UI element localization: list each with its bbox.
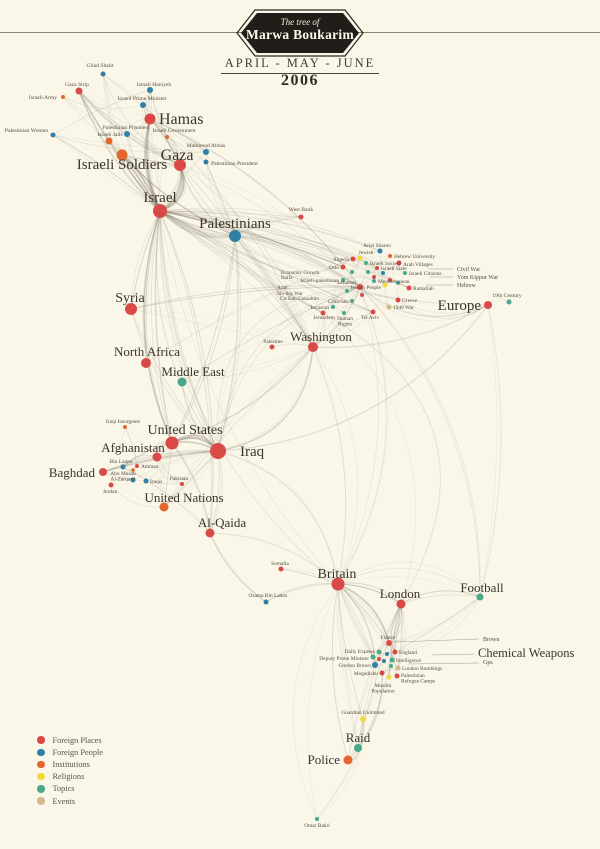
label-jewish: Jewish (358, 250, 374, 256)
label-bin_laden: Bin Laden (109, 459, 133, 465)
label-pakistan: Pakistan (169, 476, 189, 482)
cluster-label-4: Civilian Casualties (280, 296, 320, 302)
label-mahmoud_abbas: Mahmoud Abbas (186, 143, 226, 149)
cluster-label-0: Economic Growth (281, 270, 320, 276)
node-oslo[interactable] (341, 265, 346, 270)
label-england: England (399, 650, 417, 656)
node-iraqis[interactable] (144, 479, 149, 484)
label-palestinians: Palestinians (199, 216, 271, 232)
label-israeli_state: Israeli State (381, 266, 407, 272)
label-lebanon: Lebanon (337, 280, 356, 286)
node-invasion[interactable] (331, 305, 335, 309)
annotation-label-2: Hebrew (457, 283, 476, 289)
label-palestinian_president: Palestinian President (211, 161, 258, 167)
label-west_bank: West Bank (288, 207, 314, 213)
label-north_africa: North Africa (113, 344, 181, 359)
label-daily_express: Daily Express (344, 649, 375, 655)
label-middle_east: Middle East (161, 364, 225, 379)
node-osama_bin_laden[interactable] (264, 600, 269, 605)
node-guardian_unlimited[interactable] (360, 716, 366, 722)
label-gaza: Gaza (160, 147, 194, 164)
node-daily_express[interactable] (377, 650, 382, 655)
legend-item-religions (37, 771, 103, 783)
label-mediterranean: Mediterranean (378, 279, 410, 285)
label-omar_bakri: Omar Bakri (304, 823, 330, 829)
node-europe[interactable] (484, 301, 492, 309)
label-europe: Europe (437, 298, 481, 314)
legend-label: Events (52, 796, 76, 806)
label-afghanistan: Afghanistan (101, 440, 165, 455)
badge-kicker: The tree of (280, 17, 320, 27)
label-baghdad: Baghdad (48, 465, 95, 480)
label-britain: Britain (317, 567, 357, 582)
label-ismail_haniyeh: Ismail Haniyeh (136, 82, 172, 88)
label-jordan: Jordan (102, 489, 118, 495)
label-greece: Greece (402, 298, 418, 304)
label-jewish_people: Jewish People (350, 285, 381, 291)
label-tel_aviv: Tel Aviv (360, 315, 380, 321)
annotation-label-0: Civil War (457, 267, 481, 273)
label-amman: Amman (141, 464, 159, 470)
foreign-places-dot-icon (37, 736, 45, 744)
title-badge (236, 9, 364, 57)
label-deputy_pm: Deputy Prime Minister (319, 656, 369, 662)
label-football: Football (460, 580, 504, 595)
label-france: France (380, 635, 396, 641)
label-jerusalem: Jerusalem (313, 315, 335, 321)
label-refugee_camps: Palestinian Refugee Camps (401, 673, 436, 685)
annotation-label-5: Gps (483, 660, 493, 666)
label-syria: Syria (115, 291, 145, 306)
node-england[interactable] (393, 650, 398, 655)
label-israeli_pm: Israeli Prime Minister (117, 96, 167, 102)
node-jewish[interactable] (358, 256, 363, 261)
label-iraqi_insurgents: Iraqi Insurgents (106, 419, 140, 425)
annotation-label-4: Chemical Weapons (478, 646, 575, 660)
topics-dot-icon (37, 785, 45, 793)
node-criticism[interactable] (350, 299, 354, 303)
node-united_states[interactable] (166, 437, 179, 450)
legend-label: Foreign People (52, 747, 103, 757)
node-pakistan[interactable] (180, 482, 184, 486)
legend (37, 734, 103, 807)
node-ramallah[interactable] (407, 286, 412, 291)
node-somalia[interactable] (279, 567, 284, 572)
node-amman[interactable] (135, 464, 139, 468)
annotation-label-1: Yom Kippur War (457, 275, 499, 281)
label-mogadishu: Mogadishu (353, 671, 378, 677)
node-algeria[interactable] (351, 257, 356, 262)
label-abu_musab: Abu Musab Al-Zarqawi (110, 471, 136, 483)
religions-dot-icon (37, 773, 45, 781)
label-algeria: Algeria (332, 257, 349, 263)
label-palestine: Palestine (263, 339, 283, 345)
label-hebrew_university: Hebrew University (394, 254, 436, 260)
node-hamas[interactable] (145, 114, 156, 125)
node-israeli_society[interactable] (364, 261, 368, 265)
legend-label: Foreign Places (52, 735, 102, 745)
events-dot-icon (37, 797, 45, 805)
node-london_bombings[interactable] (396, 666, 401, 671)
node-raid[interactable] (354, 744, 362, 752)
label-war_1948: 1948 War (393, 305, 414, 311)
legend-label: Topics (52, 784, 75, 794)
node-labels (5, 63, 575, 829)
node-palestine[interactable] (270, 345, 275, 350)
node-palestinian_prisoners[interactable] (124, 131, 130, 137)
node-hebrew_university[interactable] (388, 254, 392, 258)
node-ariel_sharon[interactable] (378, 249, 383, 254)
label-palestinian_prisoners: Palestinian Prisoners (102, 125, 150, 131)
node-bin_laden[interactable] (121, 465, 126, 470)
label-police: Police (307, 752, 340, 767)
label-gilad_shalit: Gilad Shalit (86, 63, 114, 69)
legend-label: Institutions (52, 759, 90, 769)
legend-item-institutions (37, 758, 103, 770)
label-washington: Washington (290, 329, 352, 344)
node-israeli_army[interactable] (61, 95, 65, 99)
node-palestinian_women[interactable] (51, 133, 56, 138)
label-israeli_army: Israeli Army (28, 95, 57, 101)
label-israeli_citizens: Israeli Citizens (409, 271, 442, 277)
label-united_states: United States (147, 423, 223, 438)
node-west_bank[interactable] (299, 215, 304, 220)
label-israel: Israel (143, 190, 177, 206)
node-gordon_brown[interactable] (372, 662, 378, 668)
node-nineteenth_century[interactable] (507, 300, 512, 305)
label-al_qaida: Al-Qaida (197, 515, 247, 530)
node-mahmoud_abbas[interactable] (203, 149, 209, 155)
label-raid: Raid (345, 730, 371, 745)
label-united_nations: United Nations (144, 490, 224, 505)
cluster-label-2: Arab (277, 285, 288, 291)
period-label: APRIL - MAY - JUNE (221, 56, 380, 74)
label-somalia: Somalia (271, 561, 289, 567)
label-israeli_soldiers: Israeli Soldiers (76, 157, 168, 173)
node-baghdad[interactable] (99, 468, 107, 476)
foreign-people-dot-icon (37, 749, 45, 757)
label-ariel_sharon: Ariel Sharon (363, 243, 391, 249)
label-interpalestinian: Israeli-palestinian (300, 278, 339, 284)
label-london_bombings: London Bombings (402, 666, 443, 672)
legend-item-topics (37, 783, 103, 795)
node-mediterranean[interactable] (372, 279, 376, 283)
legend-item-foreign-places (37, 734, 103, 746)
node-intelligence[interactable] (390, 658, 395, 663)
label-invasion: Invasion (310, 305, 329, 311)
node-israel[interactable] (153, 204, 167, 218)
node-muslim_population[interactable] (387, 675, 392, 680)
node-refugee_camps[interactable] (395, 674, 400, 679)
label-human_rights: Human Rights (337, 316, 353, 328)
label-intelligence: Intelligence (396, 658, 422, 664)
node-jordan[interactable] (109, 483, 114, 488)
label-ramallah: Ramallah (413, 286, 434, 292)
node-palestinian_president[interactable] (204, 160, 209, 165)
label-israeli_jails: Israeli Jails (97, 132, 123, 138)
annotation-label-3: Brown (483, 637, 500, 643)
node-police[interactable] (344, 756, 353, 765)
node-mogadishu[interactable] (380, 671, 385, 676)
label-iraqis: Iraqis (150, 479, 163, 485)
legend-label: Religions (52, 772, 85, 782)
node-iraq[interactable] (210, 443, 226, 459)
year-label: 2006 (281, 72, 319, 89)
node-israeli_jails[interactable] (106, 138, 113, 145)
label-london: London (379, 586, 421, 601)
node-north_africa[interactable] (141, 358, 151, 368)
legend-item-events (37, 795, 103, 807)
label-hamas: Hamas (159, 111, 204, 128)
label-gaza_strip: Gaza Strip (65, 82, 89, 88)
institutions-dot-icon (37, 761, 45, 769)
node-iraqi_insurgents[interactable] (123, 425, 127, 429)
label-arab_villages: Arab Villages (403, 262, 433, 268)
label-israeli_society: Israeli Society (370, 261, 401, 267)
node-deputy_pm[interactable] (371, 655, 376, 660)
node-war_1948[interactable] (387, 305, 392, 310)
label-iraq: Iraq (240, 444, 265, 460)
label-guardian_unlimited: Guardian Unlimited (341, 710, 385, 716)
cluster-label-3: Six-day War (277, 291, 303, 297)
node-greece[interactable] (396, 298, 401, 303)
node-israeli_pm[interactable] (140, 102, 146, 108)
label-palestinian_women: Palestinian Women (4, 128, 48, 134)
node-human_rights[interactable] (342, 311, 346, 315)
label-muslim_population: Muslim Population (371, 683, 395, 695)
label-gordon_brown: Gordon Brown (338, 663, 371, 669)
badge-name: Marwa Boukarim (245, 27, 355, 42)
label-oslo: Oslo (328, 265, 339, 271)
cluster-label-1: Haifa (281, 275, 293, 281)
label-nineteenth_century: 19th Century (492, 293, 522, 299)
label-osama_bin_laden: Osama Bin Laden (248, 593, 288, 599)
node-omar_bakri[interactable] (315, 817, 319, 821)
node-tel_aviv[interactable] (371, 310, 376, 315)
label-israeli_government: Israeli Government (152, 128, 196, 134)
label-criticism: Criticism (327, 299, 348, 305)
node-israeli_government[interactable] (165, 135, 169, 139)
legend-item-foreign-people (37, 746, 103, 758)
